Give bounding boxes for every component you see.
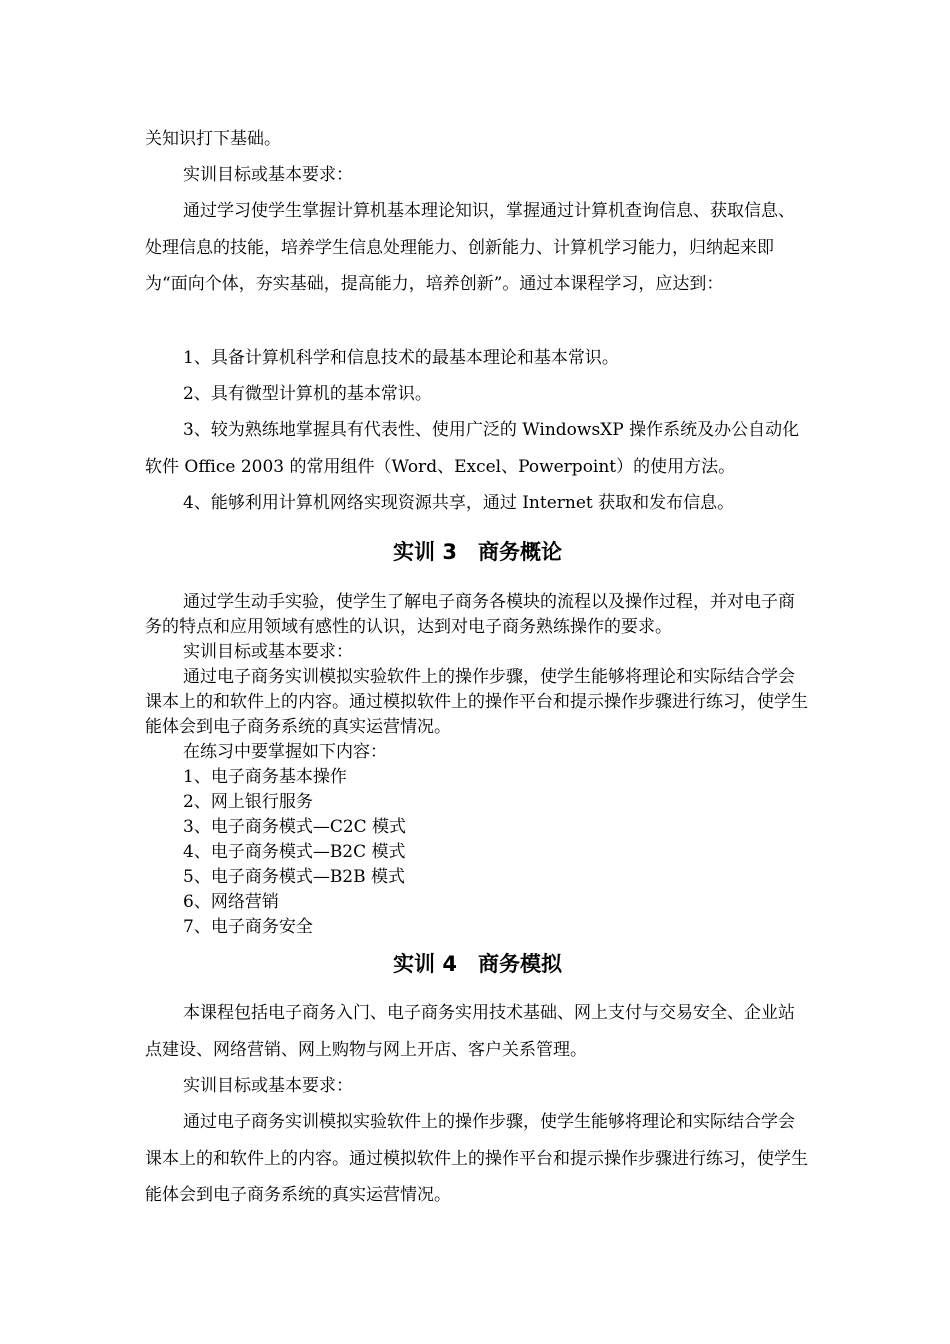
goal-label: 实训目标或基本要求： bbox=[183, 1076, 353, 1096]
goal-paragraph: 通过电子商务实训模拟实验软件上的操作步骤，使学生能够将理论和实际结合学会课本上的和软件上的内容。通过模拟软件上的操作平台和提示操作步骤进行练习，使学生能体会到电子商务系统的真实运营情况。 bbox=[145, 1112, 808, 1205]
content-list bbox=[183, 765, 406, 940]
list-item: 6、网络营销 bbox=[183, 892, 279, 912]
list-label: 在练习中要掌握如下内容： bbox=[183, 742, 387, 762]
goal-paragraph: 通过电子商务实训模拟实验软件上的操作步骤，使学生能够将理论和实际结合学会课本上的和软件上的内容。通过模拟软件上的操作平台和提示操作步骤进行练习，使学生能体会到电子商务系统的真实运营情况。 bbox=[145, 667, 808, 737]
list-item: 5、电子商务模式—B2B 模式 bbox=[183, 867, 406, 887]
list-item: 3、较为熟练地掌握具有代表性、使用广泛的 WindowsXP 操作系统及办公自动化软件 Office 2003 的常用组件（Word、Excel、Powerpoint）的使用方法。 bbox=[145, 420, 800, 477]
list-item: 7、电子商务安全 bbox=[183, 917, 313, 937]
paragraph-tail: 关知识打下基础。 bbox=[145, 129, 281, 149]
list-item: 2、网上银行服务 bbox=[183, 792, 313, 812]
intro-paragraph: 通过学生动手实验，使学生了解电子商务各模块的流程以及操作过程，并对电子商务的特点和应用领域有感性的认识，达到对电子商务熟练操作的要求。 bbox=[145, 592, 795, 637]
goal-paragraph: 通过学习使学生掌握计算机基本理论知识，掌握通过计算机查询信息、获取信息、处理信息的技能，培养学生信息处理能力、创新能力、计算机学习能力，归纳起来即为“面向个体，夯实基础，提高能力，培养创新”。通过本课程学习，应达到： bbox=[145, 201, 795, 294]
section-heading: 实训 4 商务模拟 bbox=[393, 952, 562, 976]
goal-label: 实训目标或基本要求： bbox=[183, 165, 353, 185]
list-item: 1、电子商务基本操作 bbox=[183, 767, 347, 787]
list-item: 1、具备计算机科学和信息技术的最基本理论和基本常识。 bbox=[183, 348, 619, 368]
list-item: 2、具有微型计算机的基本常识。 bbox=[183, 384, 432, 404]
goal-label: 实训目标或基本要求： bbox=[183, 642, 353, 662]
list-item: 3、电子商务模式—C2C 模式 bbox=[183, 817, 407, 837]
list-item: 4、能够利用计算机网络实现资源共享，通过 Internet 获取和发布信息。 bbox=[183, 493, 735, 513]
intro-paragraph: 本课程包括电子商务入门、电子商务实用技术基础、网上支付与交易安全、企业站点建设、网络营销、网上购物与网上开店、客户关系管理。 bbox=[145, 1003, 795, 1060]
list-item: 4、电子商务模式—B2C 模式 bbox=[183, 842, 406, 862]
section-heading: 实训 3 商务概论 bbox=[393, 540, 562, 564]
